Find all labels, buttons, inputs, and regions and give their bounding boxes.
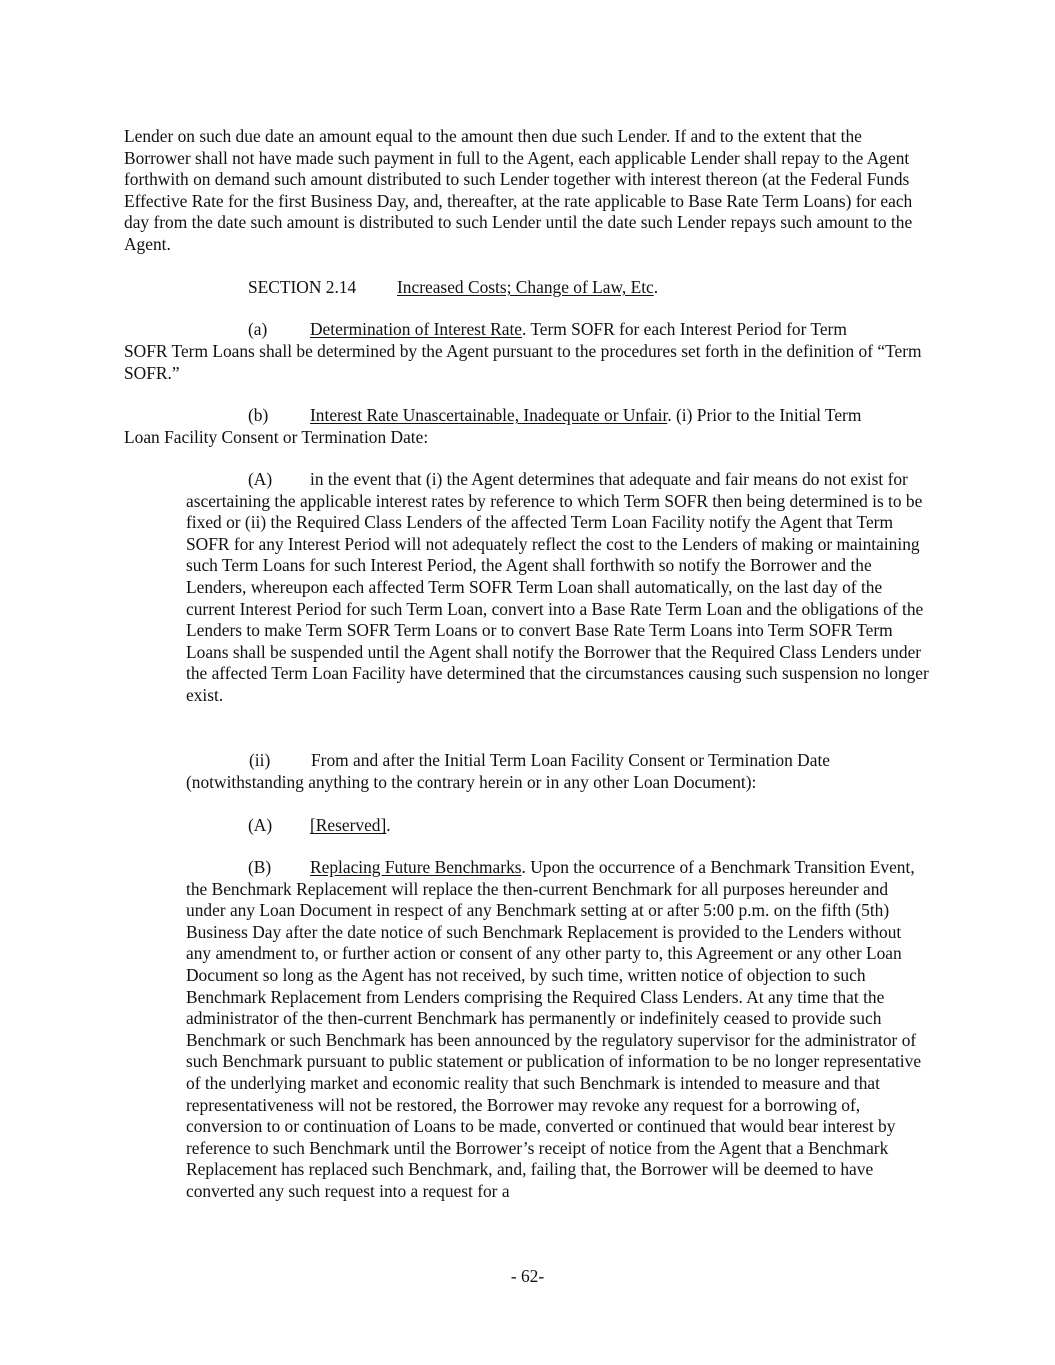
clause-b-text bbox=[124, 427, 930, 449]
clause-b-A-text: in the event that (i) the Agent determines that adequate and fair means do not exist for ascertaining the applicable interest rates by reference to which Term SOFR then being determined is to be fixed or (ii) the Required Class Lenders of the affected Term Loan Facility notify the Agent that Term SOFR for any Interest Period will not adequately reflect the cost to the Lenders of making or maintaining such Term Loans for such Interest Period, the Agent shall forthwith so notify the Borrower and the Lenders, whereupon each affected Term SOFR Term Loan shall automatically, on the last day of the current Interest Period for such Term Loan, convert into a Base Rate Term Loan and the obligations of the Lenders to make Term SOFR Term Loans or to convert Base Rate Term Loans into Term SOFR Term Loans shall be suspended until the Agent shall notify the Borrower that the Required Class Lenders under the affected Term Loan Facility have determined that the circumstances causing such suspension no longer exist. bbox=[186, 469, 929, 705]
clause-ii-B-paragraph bbox=[186, 857, 930, 1203]
clause-b-heading: Interest Rate Unascertainable, Inadequate or Unfair bbox=[310, 405, 668, 425]
clause-b-text-rest: Loan Facility Consent or Termination Date: bbox=[124, 427, 429, 447]
clause-a-text bbox=[124, 341, 930, 384]
clause-a-first-line bbox=[248, 319, 847, 341]
clause-a-text-rest: SOFR Term Loans shall be determined by the Agent pursuant to the procedures set forth in the definition of “Term SOFR.” bbox=[124, 341, 922, 383]
section-title-trail: . bbox=[653, 277, 659, 297]
clause-b-first-line bbox=[248, 405, 861, 427]
clause-ii-text: From and after the Initial Term Loan Facility Consent or Termination Date (notwithstanding anything to the contrary herein or in any other Loan Document): bbox=[186, 750, 830, 792]
section-heading bbox=[248, 277, 658, 299]
section-number: SECTION 2.14 bbox=[248, 277, 357, 297]
clause-ii-A-line bbox=[248, 815, 391, 837]
clause-ii-A-heading: [Reserved] bbox=[310, 815, 387, 835]
body-paragraph bbox=[124, 126, 930, 256]
clause-a-text-first: . Term SOFR for each Interest Period for Term bbox=[522, 319, 847, 339]
clause-ii-paragraph bbox=[186, 750, 930, 793]
clause-b-label: (b) bbox=[248, 405, 269, 425]
clause-ii-B-label: (B) bbox=[248, 857, 272, 877]
paragraph-text: Lender on such due date an amount equal to the amount then due such Lender. If and to the extent that the Borrower shall not have made such payment in full to the Agent, each applicable Lender shall repay to the Agent forthwith on demand such amount distributed to such Lender together with interest thereon (at the Federal Funds Effective Rate for the first Business Day, and, thereafter, at the rate applicable to Base Rate Term Loans) for each day from the date such amount is distributed to such Lender until the date such Lender repays such amount to the Agent. bbox=[124, 126, 913, 254]
clause-ii-B-text: . Upon the occurrence of a Benchmark Transition Event, the Benchmark Replacement will replace the then-current Benchmark for all purposes hereunder and under any Loan Document in respect of any Benchmark setting at or after 5:00 p.m. on the fifth (5th) Business Day after the date notice of such Benchmark Replacement is provided to the Lenders without any amendment to, or further action or consent of any other party to, this Agreement or any other Loan Document so long as the Agent has not received, by such time, written notice of objection to such Benchmark Replacement from Lenders comprising the Required Class Lenders. At any time that the administrator of the then-current Benchmark has permanently or indefinitely ceased to provide such Benchmark or such Benchmark has been announced by the regulatory supervisor for the administrator of such Benchmark pursuant to public statement or publication of information to be no longer representative of the underlying market and economic reality that such Benchmark is intended to measure and that representativeness will not be restored, the Borrower may revoke any request for a borrowing of, conversion to or continuation of Loans to be made, converted or continued that would bear interest by reference to such Benchmark until the Borrower’s receipt of notice from the Agent that a Benchmark Replacement has replaced such Benchmark, and, failing that, the Borrower will be deemed to have converted any such request into a request for a bbox=[186, 857, 922, 1201]
clause-b-A-paragraph bbox=[186, 469, 930, 707]
clause-b-A-label: (A) bbox=[248, 469, 273, 489]
clause-a-heading: Determination of Interest Rate bbox=[310, 319, 522, 339]
section-title: Increased Costs; Change of Law, Etc bbox=[397, 277, 654, 297]
page-number: - 62- bbox=[510, 1266, 545, 1286]
clause-a-label: (a) bbox=[248, 319, 268, 339]
clause-b-text-first: . (i) Prior to the Initial Term bbox=[667, 405, 862, 425]
clause-ii-B-heading: Replacing Future Benchmarks bbox=[310, 857, 522, 877]
clause-ii-A-trail: . bbox=[386, 815, 391, 835]
clause-ii-label: (ii) bbox=[249, 750, 271, 770]
clause-ii-A-label: (A) bbox=[248, 815, 273, 835]
